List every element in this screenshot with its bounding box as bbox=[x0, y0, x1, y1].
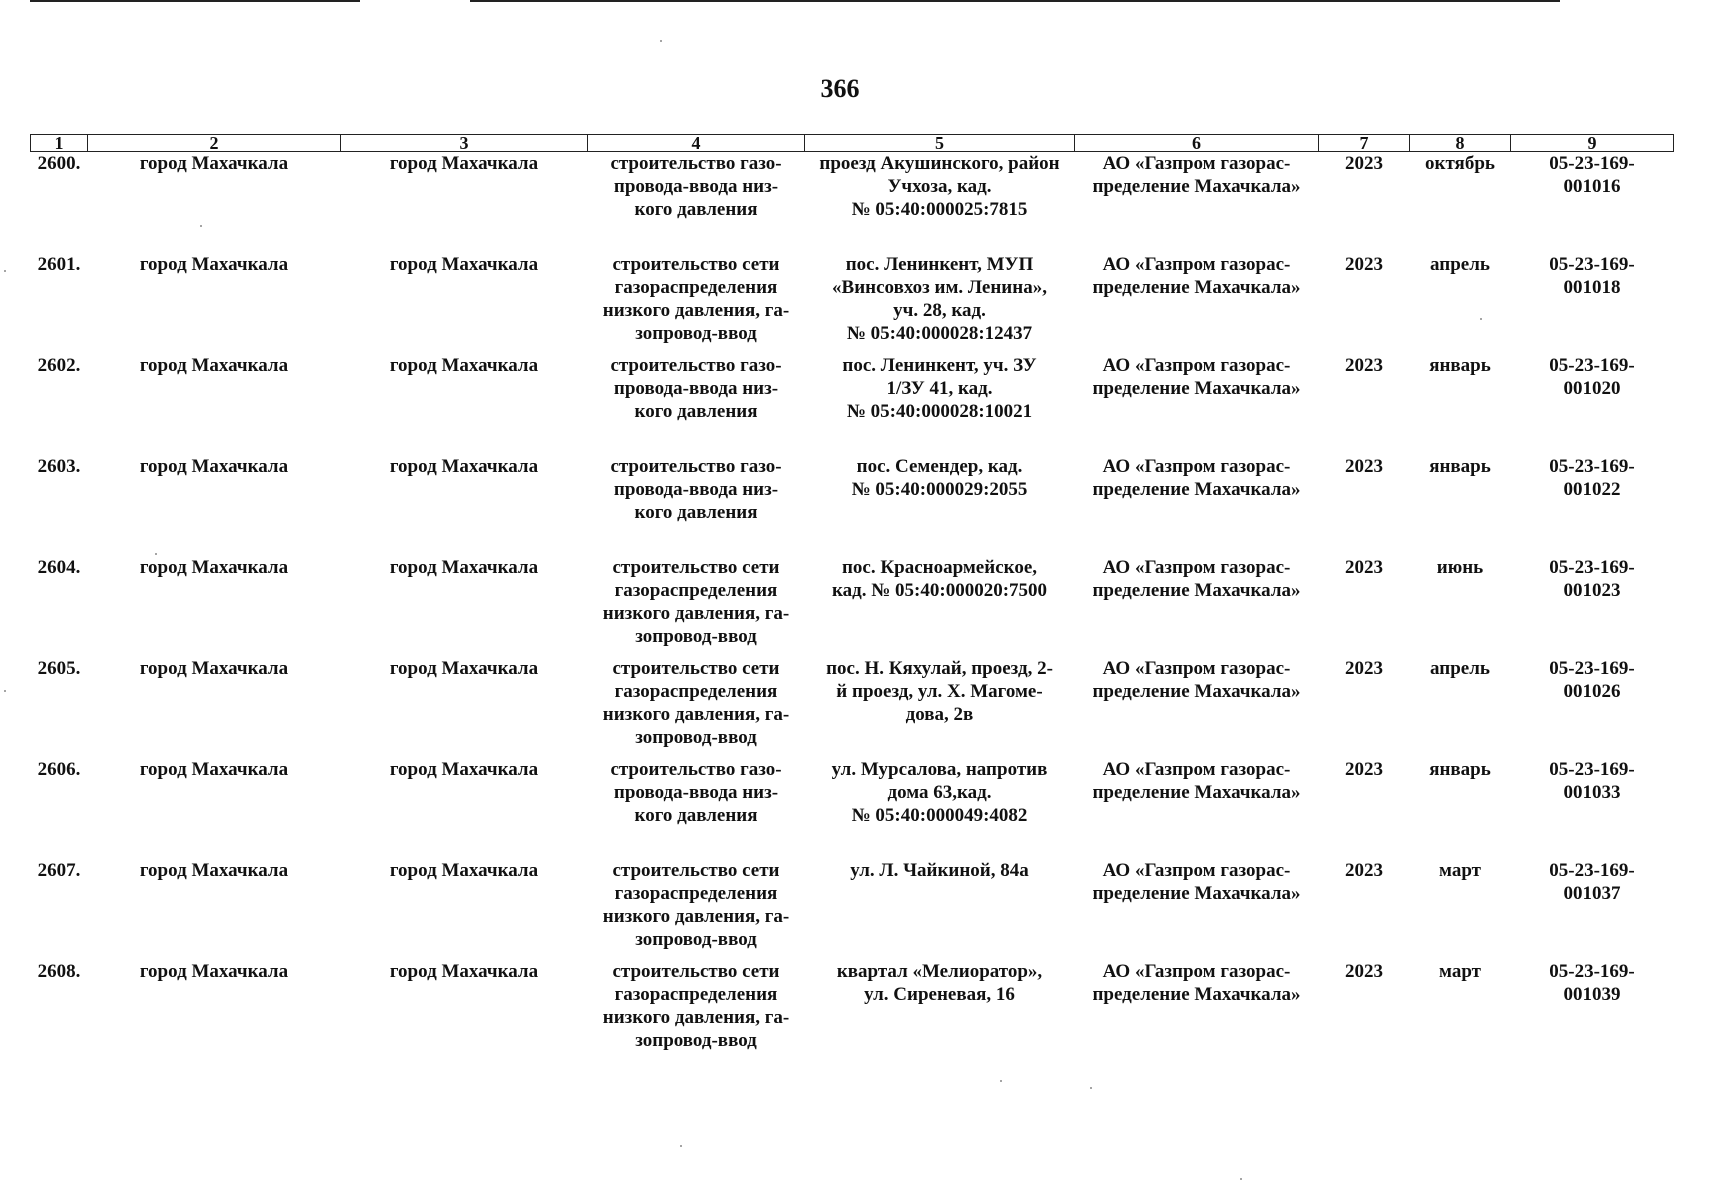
row-number-cell: 2608. bbox=[37, 961, 81, 982]
work-type-cell: строительство газо- провода-ввода низ- кого давления bbox=[610, 355, 782, 422]
page-number: 366 bbox=[820, 74, 860, 103]
table-row bbox=[31, 657, 1674, 758]
row-number-cell: 2605. bbox=[37, 658, 81, 679]
month-cell: январь bbox=[1429, 759, 1491, 780]
top-scan-rule-right bbox=[470, 0, 1560, 2]
column-header: 2 bbox=[88, 135, 341, 152]
table-row bbox=[31, 455, 1674, 556]
work-type-cell: строительство сети газораспределения низкого давления, га- зопровод-ввод bbox=[602, 254, 790, 344]
settlement-cell: город Махачкала bbox=[389, 759, 539, 780]
address-cell: проезд Акушинского, район Учхоза, кад. № 05:40:000025:7815 bbox=[819, 153, 1060, 220]
column-header: 8 bbox=[1410, 135, 1511, 152]
work-type-cell: строительство сети газораспределения низкого давления, га- зопровод-ввод bbox=[602, 860, 790, 950]
month-cell: апрель bbox=[1430, 658, 1490, 679]
registry-code-cell: 05-23-169- 001039 bbox=[1549, 961, 1635, 1005]
work-type-cell: строительство газо- провода-ввода низ- кого давления bbox=[610, 759, 782, 826]
row-number-cell: 2607. bbox=[37, 860, 81, 881]
scan-speck bbox=[1480, 318, 1482, 320]
address-cell: пос. Семендер, кад. № 05:40:000029:2055 bbox=[851, 456, 1028, 500]
address-cell: ул. Мурсалова, напротив дома 63,кад. № 05:40:000049:4082 bbox=[831, 759, 1048, 826]
municipality-cell: город Махачкала bbox=[139, 557, 289, 578]
year-cell: 2023 bbox=[1345, 658, 1383, 679]
municipality-cell: город Махачкала bbox=[139, 456, 289, 477]
operator-cell: АО «Газпром газорас- пределение Махачкала» bbox=[1092, 456, 1301, 500]
scan-speck bbox=[155, 553, 157, 555]
year-cell: 2023 bbox=[1345, 557, 1383, 578]
operator-cell: АО «Газпром газорас- пределение Махачкала» bbox=[1092, 355, 1301, 399]
column-header: 1 bbox=[31, 135, 88, 152]
operator-cell: АО «Газпром газорас- пределение Махачкала» bbox=[1092, 759, 1301, 803]
municipality-cell: город Махачкала bbox=[139, 153, 289, 174]
column-header: 3 bbox=[341, 135, 588, 152]
work-type-cell: строительство сети газораспределения низкого давления, га- зопровод-ввод bbox=[602, 557, 790, 647]
registry-code-cell: 05-23-169- 001020 bbox=[1549, 355, 1635, 399]
municipality-cell: город Махачкала bbox=[139, 860, 289, 881]
month-cell: март bbox=[1439, 860, 1481, 881]
municipality-cell: город Махачкала bbox=[139, 961, 289, 982]
operator-cell: АО «Газпром газорас- пределение Махачкала» bbox=[1092, 860, 1301, 904]
table-row bbox=[31, 354, 1674, 455]
table-body bbox=[31, 152, 1674, 1073]
operator-cell: АО «Газпром газорас- пределение Махачкала» bbox=[1092, 153, 1301, 197]
row-number-cell: 2600. bbox=[37, 153, 81, 174]
column-header: 4 bbox=[588, 135, 805, 152]
table-row bbox=[31, 253, 1674, 354]
table-row bbox=[31, 758, 1674, 859]
year-cell: 2023 bbox=[1345, 456, 1383, 477]
year-cell: 2023 bbox=[1345, 355, 1383, 376]
operator-cell: АО «Газпром газорас- пределение Махачкала» bbox=[1092, 961, 1301, 1005]
registry-code-cell: 05-23-169- 001022 bbox=[1549, 456, 1635, 500]
scan-speck bbox=[680, 1145, 682, 1147]
registry-code-cell: 05-23-169- 001016 bbox=[1549, 153, 1635, 197]
registry-code-cell: 05-23-169- 001018 bbox=[1549, 254, 1635, 298]
settlement-cell: город Махачкала bbox=[389, 456, 539, 477]
registry-table bbox=[30, 134, 1674, 1072]
row-number-cell: 2601. bbox=[37, 254, 81, 275]
column-header: 6 bbox=[1075, 135, 1319, 152]
top-scan-rule-left bbox=[30, 0, 360, 2]
operator-cell: АО «Газпром газорас- пределение Махачкала» bbox=[1092, 254, 1301, 298]
settlement-cell: город Махачкала bbox=[389, 961, 539, 982]
scan-speck bbox=[4, 690, 6, 692]
work-type-cell: строительство сети газораспределения низкого давления, га- зопровод-ввод bbox=[602, 961, 790, 1051]
scan-speck bbox=[200, 225, 202, 227]
year-cell: 2023 bbox=[1345, 254, 1383, 275]
settlement-cell: город Махачкала bbox=[389, 860, 539, 881]
table-row bbox=[31, 960, 1674, 1072]
municipality-cell: город Махачкала bbox=[139, 759, 289, 780]
row-number-cell: 2606. bbox=[37, 759, 81, 780]
scan-speck bbox=[1000, 1080, 1002, 1082]
column-header: 9 bbox=[1511, 135, 1674, 152]
settlement-cell: город Махачкала bbox=[389, 254, 539, 275]
month-cell: январь bbox=[1429, 456, 1491, 477]
settlement-cell: город Махачкала bbox=[389, 658, 539, 679]
year-cell: 2023 bbox=[1345, 860, 1383, 881]
settlement-cell: город Махачкала bbox=[389, 355, 539, 376]
address-cell: пос. Красноармейское, кад. № 05:40:000020:7500 bbox=[831, 557, 1048, 601]
address-cell: квартал «Мелиоратор», ул. Сиреневая, 16 bbox=[836, 961, 1043, 1005]
header-row bbox=[31, 135, 1674, 152]
scan-speck bbox=[1090, 1087, 1092, 1089]
address-cell: пос. Ленинкент, уч. ЗУ 1/ЗУ 41, кад. № 05:40:000028:10021 bbox=[842, 355, 1037, 422]
operator-cell: АО «Газпром газорас- пределение Махачкала» bbox=[1092, 658, 1301, 702]
month-cell: апрель bbox=[1430, 254, 1490, 275]
address-cell: пос. Н. Кяхулай, проезд, 2- й проезд, ул. Х. Магоме- дова, 2в bbox=[826, 658, 1053, 725]
operator-cell: АО «Газпром газорас- пределение Махачкала» bbox=[1092, 557, 1301, 601]
registry-code-cell: 05-23-169- 001026 bbox=[1549, 658, 1635, 702]
address-cell: пос. Ленинкент, МУП «Винсовхоз им. Ленина», уч. 28, кад. № 05:40:000028:12437 bbox=[832, 254, 1047, 344]
year-cell: 2023 bbox=[1345, 759, 1383, 780]
column-header: 5 bbox=[805, 135, 1075, 152]
scan-speck bbox=[660, 40, 662, 42]
settlement-cell: город Махачкала bbox=[389, 153, 539, 174]
work-type-cell: строительство сети газораспределения низкого давления, га- зопровод-ввод bbox=[602, 658, 790, 748]
table-row bbox=[31, 152, 1674, 254]
row-number-cell: 2604. bbox=[37, 557, 81, 578]
work-type-cell: строительство газо- провода-ввода низ- кого давления bbox=[610, 153, 782, 220]
municipality-cell: город Махачкала bbox=[139, 355, 289, 376]
year-cell: 2023 bbox=[1345, 961, 1383, 982]
table-row bbox=[31, 556, 1674, 657]
registry-code-cell: 05-23-169- 001023 bbox=[1549, 557, 1635, 601]
settlement-cell: город Махачкала bbox=[389, 557, 539, 578]
month-cell: октябрь bbox=[1425, 153, 1495, 174]
scan-speck bbox=[1240, 1178, 1242, 1180]
year-cell: 2023 bbox=[1345, 153, 1383, 174]
work-type-cell: строительство газо- провода-ввода низ- кого давления bbox=[610, 456, 782, 523]
row-number-cell: 2602. bbox=[37, 355, 81, 376]
address-cell: ул. Л. Чайкиной, 84а bbox=[850, 860, 1029, 881]
column-header: 7 bbox=[1319, 135, 1410, 152]
table-header bbox=[31, 135, 1674, 152]
row-number-cell: 2603. bbox=[37, 456, 81, 477]
month-cell: январь bbox=[1429, 355, 1491, 376]
month-cell: март bbox=[1439, 961, 1481, 982]
municipality-cell: город Махачкала bbox=[139, 254, 289, 275]
registry-code-cell: 05-23-169- 001037 bbox=[1549, 860, 1635, 904]
registry-code-cell: 05-23-169- 001033 bbox=[1549, 759, 1635, 803]
scan-speck bbox=[4, 270, 6, 272]
table-row bbox=[31, 859, 1674, 960]
municipality-cell: город Махачкала bbox=[139, 658, 289, 679]
month-cell: июнь bbox=[1436, 557, 1484, 578]
